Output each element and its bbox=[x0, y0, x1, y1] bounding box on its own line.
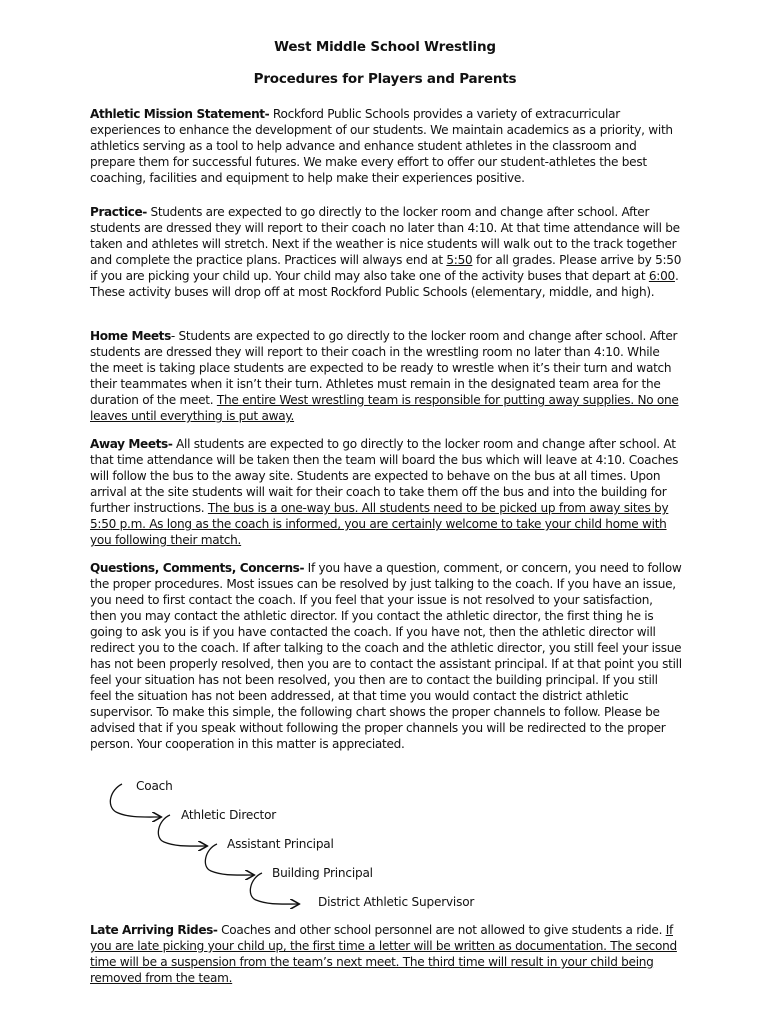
away-meets-underlined: The bus is a one-way bus. All students need to be picked up from away sites by 5:50 p.m. As long as the coach is informed, you are certainly welcome to take your child home with you following their match. bbox=[90, 501, 669, 547]
mission-text: Rockford Public Schools provides a variety of extracurricular experiences to enhance the development of our students. We maintain academics as a priority, with athletics serving as a tool to help advance and enhance student athletes in the classroom and prepare them for successful futures. We make every effort to offer our student-athletes the best coaching, facilities and equipment to help make their experiences positive. bbox=[90, 107, 673, 185]
mission-statement-section bbox=[90, 106, 682, 186]
away-meets-text: All students are expected to go directly to the locker room and change after school. At that time attendance will be taken then the team will board the bus which will leave at 4:10. Coaches will follow the bus to the away site. Students are expected to behave on the bus at all times. Upon arrival at the site students will wait for their coach to take them off the bus and into the building for further instructions. bbox=[90, 437, 679, 515]
chain-building-principal: Building Principal bbox=[272, 866, 373, 880]
late-rides-text: Coaches and other school personnel are not allowed to give students a ride. bbox=[217, 923, 666, 937]
home-meets-section bbox=[90, 328, 682, 424]
practice-text-3: . These activity buses will drop off at most Rockford Public Schools (elementary, middle, and high). bbox=[90, 269, 679, 299]
home-meets-text: - Students are expected to go directly to the locker room and change after school. After students are dressed they will report to their coach in the wrestling room no later than 4:10. While the meet is taking place students are expected to be ready to wrestle when it’s their turn and watch their teammates when it isn’t their turn. Athletes must remain in the designated team area for the duration of the meet. bbox=[90, 329, 678, 407]
chain-district-athletic-supervisor: District Athletic Supervisor bbox=[318, 895, 475, 909]
practice-heading: Practice- bbox=[90, 205, 147, 219]
questions-section bbox=[90, 560, 682, 752]
late-rides-underlined: If you are late picking your child up, the first time a letter will be written as documentation. The second time will be a suspension from the team’s next meet. The third time will result in your child being removed from the team. bbox=[90, 923, 677, 985]
late-rides-section bbox=[90, 922, 682, 986]
practice-text-2: for all grades. Please arrive by 5:50 if you are picking your child up. Your child may also take one of the activity buses that depart at bbox=[90, 253, 682, 283]
home-meets-heading: Home Meets bbox=[90, 329, 171, 343]
page-title: West Middle School Wrestling bbox=[274, 39, 496, 55]
practice-section bbox=[90, 204, 682, 300]
chain-coach: Coach bbox=[136, 779, 173, 793]
questions-text: If you have a question, comment, or concern, you need to follow the proper procedures. Most issues can be resolved by just talking to the coach. If you have an issue, you need to first contact the coach. If you feel that your issue is not resolved to your satisfaction, then you may contact the athletic director. If you contact the athletic director, the first thing he is going to ask you is if you have contacted the coach. If you have not, then the athletic director will redirect you to the coach. If after talking to the coach and the athletic director, you still feel your issue has not been properly resolved, then you are to contact the assistant principal. If at that point you still feel your situation has not been resolved, you then are to contact the building principal. If you still feel the situation has not been addressed, at that time you would contact the district athletic supervisor. To make this simple, the following chart shows the proper channels to follow. Please be advised that if you speak without following the proper channels you will be redirected to the proper person. Your cooperation in this matter is appreciated. bbox=[90, 561, 682, 751]
page-subtitle: Procedures for Players and Parents bbox=[253, 71, 517, 87]
away-meets-section bbox=[90, 436, 682, 548]
home-meets-underlined: The entire West wrestling team is responsible for putting away supplies. No one leaves until everything is put away. bbox=[90, 393, 679, 423]
practice-bus-time: 6:00 bbox=[648, 269, 675, 283]
practice-end-time: 5:50 bbox=[446, 253, 473, 267]
chain-assistant-principal: Assistant Principal bbox=[227, 837, 334, 851]
away-meets-heading: Away Meets- bbox=[90, 437, 173, 451]
late-rides-heading: Late Arriving Rides- bbox=[90, 923, 218, 937]
questions-heading: Questions, Comments, Concerns- bbox=[90, 561, 305, 575]
mission-heading: Athletic Mission Statement- bbox=[90, 107, 270, 121]
chain-athletic-director: Athletic Director bbox=[181, 808, 277, 822]
practice-text-1: Students are expected to go directly to the locker room and change after school. After students are dressed they will report to their coach no later than 4:10. At that time attendance will be taken and athletes will stretch. Next if the weather is nice students will walk out to the track together and complete the practice plans. Practices will always end at bbox=[90, 205, 680, 267]
